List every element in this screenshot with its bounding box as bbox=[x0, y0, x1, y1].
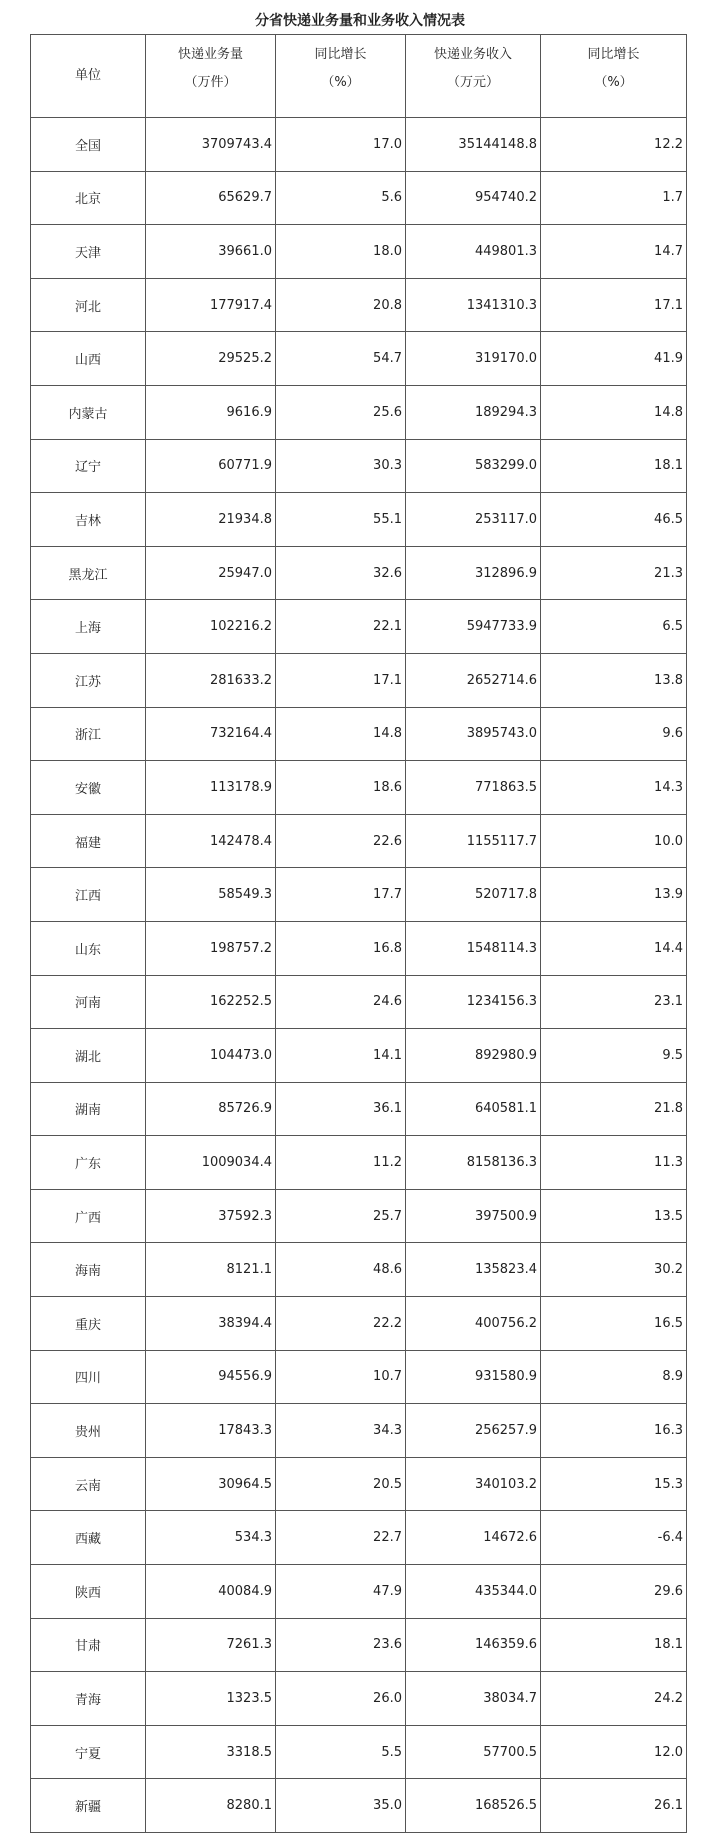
volume-cell: 25947.0 bbox=[146, 546, 276, 600]
volume-cell: 534.3 bbox=[146, 1511, 276, 1565]
revenue-cell: 640581.1 bbox=[406, 1082, 541, 1136]
volume-cell: 113178.9 bbox=[146, 761, 276, 815]
region-name-cell: 辽宁 bbox=[31, 439, 146, 493]
region-name-cell: 广西 bbox=[31, 1189, 146, 1243]
revenue-cell: 35144148.8 bbox=[406, 118, 541, 172]
table-row bbox=[31, 761, 687, 815]
region-name-cell: 四川 bbox=[31, 1350, 146, 1404]
revenue-growth-cell: 46.5 bbox=[541, 493, 687, 547]
revenue-growth-cell: -6.4 bbox=[541, 1511, 687, 1565]
revenue-cell: 312896.9 bbox=[406, 546, 541, 600]
volume-cell: 8280.1 bbox=[146, 1779, 276, 1833]
volume-cell: 104473.0 bbox=[146, 1029, 276, 1083]
volume-growth-cell: 23.6 bbox=[276, 1618, 406, 1672]
volume-growth-cell: 35.0 bbox=[276, 1779, 406, 1833]
volume-growth-cell: 47.9 bbox=[276, 1565, 406, 1619]
volume-cell: 17843.3 bbox=[146, 1404, 276, 1458]
volume-growth-cell: 55.1 bbox=[276, 493, 406, 547]
table-row bbox=[31, 278, 687, 332]
revenue-growth-cell: 12.2 bbox=[541, 118, 687, 172]
revenue-cell: 1341310.3 bbox=[406, 278, 541, 332]
table-row bbox=[31, 1672, 687, 1726]
table-header bbox=[31, 35, 687, 118]
volume-cell: 198757.2 bbox=[146, 921, 276, 975]
volume-cell: 38394.4 bbox=[146, 1297, 276, 1351]
table-row bbox=[31, 653, 687, 707]
table-row bbox=[31, 1350, 687, 1404]
volume-growth-cell: 22.2 bbox=[276, 1297, 406, 1351]
revenue-cell: 168526.5 bbox=[406, 1779, 541, 1833]
volume-cell: 94556.9 bbox=[146, 1350, 276, 1404]
revenue-growth-cell: 16.3 bbox=[541, 1404, 687, 1458]
volume-cell: 40084.9 bbox=[146, 1565, 276, 1619]
revenue-cell: 253117.0 bbox=[406, 493, 541, 547]
region-name-cell: 内蒙古 bbox=[31, 385, 146, 439]
revenue-cell: 583299.0 bbox=[406, 439, 541, 493]
volume-cell: 732164.4 bbox=[146, 707, 276, 761]
volume-growth-cell: 54.7 bbox=[276, 332, 406, 386]
table-row bbox=[31, 546, 687, 600]
table-row bbox=[31, 707, 687, 761]
volume-growth-cell: 25.7 bbox=[276, 1189, 406, 1243]
region-name-cell: 河北 bbox=[31, 278, 146, 332]
volume-growth-cell: 25.6 bbox=[276, 385, 406, 439]
header-row bbox=[31, 35, 687, 118]
volume-cell: 65629.7 bbox=[146, 171, 276, 225]
revenue-growth-cell: 14.3 bbox=[541, 761, 687, 815]
volume-cell: 142478.4 bbox=[146, 814, 276, 868]
revenue-cell: 400756.2 bbox=[406, 1297, 541, 1351]
revenue-cell: 435344.0 bbox=[406, 1565, 541, 1619]
header-revenue-growth bbox=[541, 35, 687, 118]
volume-growth-cell: 17.7 bbox=[276, 868, 406, 922]
header-revenue-growth-unit: （%） bbox=[594, 75, 633, 90]
table-row bbox=[31, 118, 687, 172]
volume-cell: 102216.2 bbox=[146, 600, 276, 654]
revenue-growth-cell: 9.6 bbox=[541, 707, 687, 761]
volume-cell: 58549.3 bbox=[146, 868, 276, 922]
table-row bbox=[31, 600, 687, 654]
revenue-growth-cell: 30.2 bbox=[541, 1243, 687, 1297]
region-name-cell: 宁夏 bbox=[31, 1725, 146, 1779]
header-unit-label: 单位 bbox=[74, 68, 101, 83]
revenue-growth-cell: 14.4 bbox=[541, 921, 687, 975]
express-stats-table bbox=[30, 34, 687, 1833]
header-volume-growth-label: 同比增长 bbox=[314, 47, 367, 62]
revenue-growth-cell: 13.9 bbox=[541, 868, 687, 922]
revenue-cell: 2652714.6 bbox=[406, 653, 541, 707]
volume-growth-cell: 14.1 bbox=[276, 1029, 406, 1083]
volume-cell: 281633.2 bbox=[146, 653, 276, 707]
region-name-cell: 湖南 bbox=[31, 1082, 146, 1136]
table-row bbox=[31, 1243, 687, 1297]
revenue-cell: 931580.9 bbox=[406, 1350, 541, 1404]
volume-cell: 60771.9 bbox=[146, 439, 276, 493]
revenue-growth-cell: 6.5 bbox=[541, 600, 687, 654]
revenue-cell: 8158136.3 bbox=[406, 1136, 541, 1190]
volume-growth-cell: 5.5 bbox=[276, 1725, 406, 1779]
volume-cell: 39661.0 bbox=[146, 225, 276, 279]
revenue-growth-cell: 14.8 bbox=[541, 385, 687, 439]
revenue-cell: 340103.2 bbox=[406, 1457, 541, 1511]
region-name-cell: 福建 bbox=[31, 814, 146, 868]
volume-growth-cell: 18.0 bbox=[276, 225, 406, 279]
header-volume-label: 快递业务量 bbox=[177, 47, 243, 62]
volume-cell: 1009034.4 bbox=[146, 1136, 276, 1190]
revenue-growth-cell: 15.3 bbox=[541, 1457, 687, 1511]
revenue-growth-cell: 17.1 bbox=[541, 278, 687, 332]
revenue-growth-cell: 24.2 bbox=[541, 1672, 687, 1726]
revenue-cell: 319170.0 bbox=[406, 332, 541, 386]
revenue-cell: 954740.2 bbox=[406, 171, 541, 225]
revenue-cell: 256257.9 bbox=[406, 1404, 541, 1458]
revenue-growth-cell: 21.8 bbox=[541, 1082, 687, 1136]
volume-growth-cell: 22.1 bbox=[276, 600, 406, 654]
revenue-growth-cell: 26.1 bbox=[541, 1779, 687, 1833]
table-row bbox=[31, 1725, 687, 1779]
header-volume-growth-unit: （%） bbox=[321, 75, 360, 90]
revenue-growth-cell: 14.7 bbox=[541, 225, 687, 279]
revenue-cell: 57700.5 bbox=[406, 1725, 541, 1779]
revenue-cell: 397500.9 bbox=[406, 1189, 541, 1243]
region-name-cell: 广东 bbox=[31, 1136, 146, 1190]
revenue-growth-cell: 10.0 bbox=[541, 814, 687, 868]
region-name-cell: 云南 bbox=[31, 1457, 146, 1511]
volume-growth-cell: 18.6 bbox=[276, 761, 406, 815]
table-row bbox=[31, 385, 687, 439]
region-name-cell: 河南 bbox=[31, 975, 146, 1029]
revenue-cell: 135823.4 bbox=[406, 1243, 541, 1297]
revenue-cell: 38034.7 bbox=[406, 1672, 541, 1726]
volume-growth-cell: 17.1 bbox=[276, 653, 406, 707]
volume-cell: 1323.5 bbox=[146, 1672, 276, 1726]
revenue-growth-cell: 8.9 bbox=[541, 1350, 687, 1404]
volume-cell: 9616.9 bbox=[146, 385, 276, 439]
volume-cell: 21934.8 bbox=[146, 493, 276, 547]
revenue-growth-cell: 11.3 bbox=[541, 1136, 687, 1190]
revenue-growth-cell: 12.0 bbox=[541, 1725, 687, 1779]
region-name-cell: 上海 bbox=[31, 600, 146, 654]
table-row bbox=[31, 921, 687, 975]
revenue-cell: 146359.6 bbox=[406, 1618, 541, 1672]
revenue-growth-cell: 21.3 bbox=[541, 546, 687, 600]
table-row bbox=[31, 439, 687, 493]
volume-cell: 29525.2 bbox=[146, 332, 276, 386]
region-name-cell: 安徽 bbox=[31, 761, 146, 815]
volume-growth-cell: 26.0 bbox=[276, 1672, 406, 1726]
region-name-cell: 天津 bbox=[31, 225, 146, 279]
region-name-cell: 全国 bbox=[31, 118, 146, 172]
revenue-cell: 14672.6 bbox=[406, 1511, 541, 1565]
volume-growth-cell: 14.8 bbox=[276, 707, 406, 761]
table-row bbox=[31, 1618, 687, 1672]
region-name-cell: 贵州 bbox=[31, 1404, 146, 1458]
region-name-cell: 北京 bbox=[31, 171, 146, 225]
region-name-cell: 山东 bbox=[31, 921, 146, 975]
region-name-cell: 重庆 bbox=[31, 1297, 146, 1351]
volume-growth-cell: 10.7 bbox=[276, 1350, 406, 1404]
header-volume-unit: （万件） bbox=[184, 75, 237, 90]
revenue-cell: 771863.5 bbox=[406, 761, 541, 815]
revenue-cell: 1155117.7 bbox=[406, 814, 541, 868]
volume-growth-cell: 34.3 bbox=[276, 1404, 406, 1458]
revenue-cell: 520717.8 bbox=[406, 868, 541, 922]
region-name-cell: 海南 bbox=[31, 1243, 146, 1297]
table-row bbox=[31, 493, 687, 547]
table-row bbox=[31, 868, 687, 922]
volume-cell: 37592.3 bbox=[146, 1189, 276, 1243]
header-revenue-label: 快递业务收入 bbox=[433, 47, 512, 62]
volume-growth-cell: 20.8 bbox=[276, 278, 406, 332]
volume-cell: 3318.5 bbox=[146, 1725, 276, 1779]
table-row bbox=[31, 171, 687, 225]
table-row bbox=[31, 1082, 687, 1136]
header-unit bbox=[31, 35, 146, 118]
revenue-growth-cell: 13.5 bbox=[541, 1189, 687, 1243]
table-row bbox=[31, 1779, 687, 1833]
header-volume bbox=[146, 35, 276, 118]
region-name-cell: 浙江 bbox=[31, 707, 146, 761]
header-revenue-growth-label: 同比增长 bbox=[587, 47, 640, 62]
region-name-cell: 新疆 bbox=[31, 1779, 146, 1833]
region-name-cell: 江西 bbox=[31, 868, 146, 922]
revenue-cell: 1548114.3 bbox=[406, 921, 541, 975]
revenue-cell: 3895743.0 bbox=[406, 707, 541, 761]
table-title: 分省快递业务量和业务收入情况表 bbox=[255, 13, 465, 29]
table-row bbox=[31, 332, 687, 386]
volume-growth-cell: 22.6 bbox=[276, 814, 406, 868]
volume-cell: 7261.3 bbox=[146, 1618, 276, 1672]
revenue-growth-cell: 41.9 bbox=[541, 332, 687, 386]
region-name-cell: 江苏 bbox=[31, 653, 146, 707]
volume-growth-cell: 11.2 bbox=[276, 1136, 406, 1190]
volume-growth-cell: 36.1 bbox=[276, 1082, 406, 1136]
volume-cell: 3709743.4 bbox=[146, 118, 276, 172]
table-row bbox=[31, 975, 687, 1029]
revenue-growth-cell: 29.6 bbox=[541, 1565, 687, 1619]
table-row bbox=[31, 1189, 687, 1243]
revenue-growth-cell: 23.1 bbox=[541, 975, 687, 1029]
region-name-cell: 山西 bbox=[31, 332, 146, 386]
volume-growth-cell: 20.5 bbox=[276, 1457, 406, 1511]
volume-cell: 30964.5 bbox=[146, 1457, 276, 1511]
revenue-cell: 1234156.3 bbox=[406, 975, 541, 1029]
revenue-growth-cell: 1.7 bbox=[541, 171, 687, 225]
header-volume-growth bbox=[276, 35, 406, 118]
table-row bbox=[31, 225, 687, 279]
table-row bbox=[31, 1297, 687, 1351]
region-name-cell: 湖北 bbox=[31, 1029, 146, 1083]
revenue-cell: 892980.9 bbox=[406, 1029, 541, 1083]
revenue-growth-cell: 9.5 bbox=[541, 1029, 687, 1083]
table-row bbox=[31, 1136, 687, 1190]
table-row bbox=[31, 1404, 687, 1458]
table-row bbox=[31, 1029, 687, 1083]
volume-growth-cell: 17.0 bbox=[276, 118, 406, 172]
table-row bbox=[31, 1565, 687, 1619]
volume-growth-cell: 32.6 bbox=[276, 546, 406, 600]
volume-growth-cell: 30.3 bbox=[276, 439, 406, 493]
region-name-cell: 陕西 bbox=[31, 1565, 146, 1619]
table-row bbox=[31, 814, 687, 868]
revenue-cell: 449801.3 bbox=[406, 225, 541, 279]
table-row bbox=[31, 1511, 687, 1565]
region-name-cell: 甘肃 bbox=[31, 1618, 146, 1672]
volume-growth-cell: 22.7 bbox=[276, 1511, 406, 1565]
revenue-cell: 189294.3 bbox=[406, 385, 541, 439]
region-name-cell: 西藏 bbox=[31, 1511, 146, 1565]
revenue-growth-cell: 16.5 bbox=[541, 1297, 687, 1351]
table-row bbox=[31, 1457, 687, 1511]
volume-growth-cell: 5.6 bbox=[276, 171, 406, 225]
region-name-cell: 黑龙江 bbox=[31, 546, 146, 600]
volume-growth-cell: 48.6 bbox=[276, 1243, 406, 1297]
table-body bbox=[31, 118, 687, 1833]
region-name-cell: 吉林 bbox=[31, 493, 146, 547]
volume-cell: 8121.1 bbox=[146, 1243, 276, 1297]
header-revenue-unit: （万元） bbox=[446, 75, 499, 90]
revenue-growth-cell: 13.8 bbox=[541, 653, 687, 707]
volume-growth-cell: 16.8 bbox=[276, 921, 406, 975]
revenue-cell: 5947733.9 bbox=[406, 600, 541, 654]
volume-cell: 177917.4 bbox=[146, 278, 276, 332]
region-name-cell: 青海 bbox=[31, 1672, 146, 1726]
volume-cell: 85726.9 bbox=[146, 1082, 276, 1136]
revenue-growth-cell: 18.1 bbox=[541, 439, 687, 493]
volume-growth-cell: 24.6 bbox=[276, 975, 406, 1029]
header-revenue bbox=[406, 35, 541, 118]
volume-cell: 162252.5 bbox=[146, 975, 276, 1029]
revenue-growth-cell: 18.1 bbox=[541, 1618, 687, 1672]
